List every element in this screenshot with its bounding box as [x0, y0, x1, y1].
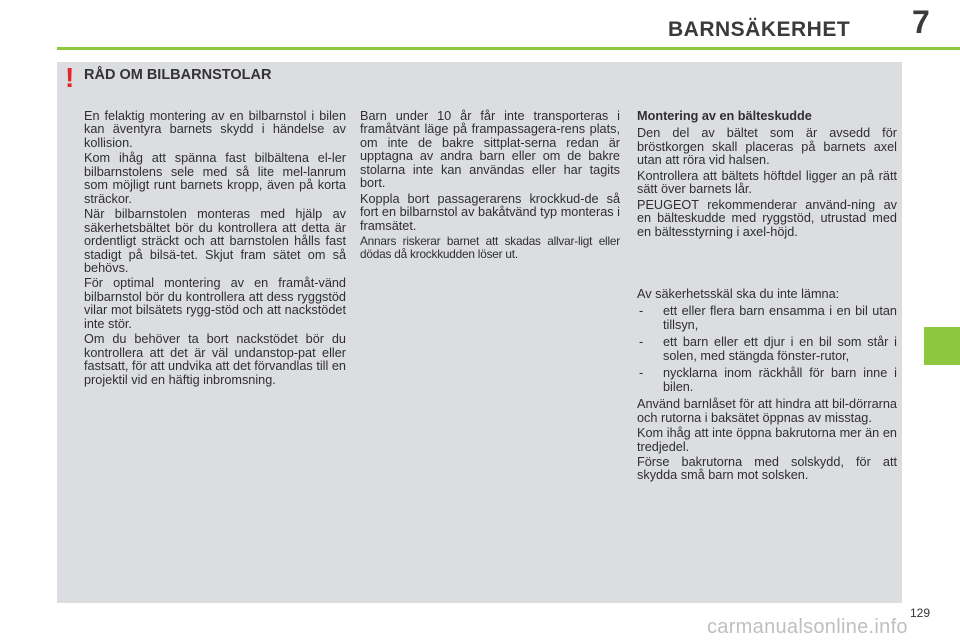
paragraph: Barn under 10 år får inte transporteras i framåtvänt läge på frampassagera-rens plats, om inte de bakre sittplat-serna redan är upptagna av andra barn eller om de bakre stolarna inte kan användas eller har tagits bort. — [360, 109, 620, 191]
header-rule — [57, 47, 960, 50]
paragraph: PEUGEOT rekommenderar använd-ning av en bälteskudde med ryggstöd, utrustad med en bältesstyrning i axel-höjd. — [637, 197, 897, 239]
paragraph: En felaktig montering av en bilbarnstol i bilen kan äventyra barnets skydd i händelse av kollision. — [84, 109, 346, 150]
paragraph: Den del av bältet som är avsedd för bröstkorgen skall placeras på barnets axel utan att röra vid halsen. — [637, 126, 897, 168]
paragraph: När bilbarnstolen monteras med hjälp av säkerhetsbältet bör du kontrollera att detta är ordentligt sträckt och att barnstolen hålls fast stadigt på bilsä-tet. Skjut fram sätet om så behövs. — [84, 207, 346, 275]
chapter-title: BARNSÄKERHET — [668, 18, 851, 41]
chapter-number: 7 — [912, 4, 930, 40]
paragraph: Använd barnlåset för att hindra att bil-dörrarna och rutorna i baksätet öppnas av misstag. — [637, 397, 897, 425]
chapter-side-tab — [924, 327, 960, 365]
booster-cushion-heading: Montering av en bälteskudde — [637, 109, 812, 123]
paragraph: Kontrollera att bältets höftdel ligger an på rätt sätt över barnets lår. — [637, 168, 897, 197]
column-2 — [360, 110, 620, 262]
column-3 — [637, 110, 897, 241]
watermark-text: carmanualsonline.info — [707, 616, 908, 638]
paragraph: Kom ihåg att inte öppna bakrutorna mer än en tredjedel. — [637, 426, 897, 454]
airbag-note: Annars riskerar barnet att skadas allvar-ligt eller dödas då krockkudden löser ut. — [360, 234, 620, 261]
safety-list — [637, 305, 897, 394]
paragraph: För optimal montering av en framåt-vänd bilbarnstol bör du kontrollera att dess ryggstöd vilar mot bilsätets rygg-stöd och att nackstödet inte stör. — [84, 276, 346, 331]
paragraph: Kom ihåg att spänna fast bilbältena el-ler bilbarnstolens sele med så lite mel-lanrum som möjligt runt barnets kropp, även på korta sträckor. — [84, 151, 346, 206]
paragraph: Förse bakrutorna med solskydd, för att skydda små barn mot solsken. — [637, 454, 897, 483]
warning-icon: ! — [65, 62, 75, 93]
list-item: - ett barn eller ett djur i en bil som står i solen, med stängda fönster-rutor, — [639, 335, 897, 363]
paragraph: Koppla bort passagerarens krockkud-de så fort en bilbarnstol av bakåtvänd typ monteras i framsätet. — [360, 191, 620, 233]
paragraph: Om du behöver ta bort nackstödet bör du kontrollera att det är väl undanstop-pat eller fastsatt, för att undvika att det förvandlas till en projektil vid en häftig inbromsning. — [84, 332, 346, 387]
list-intro: Av säkerhetsskäl ska du inte lämna: — [637, 287, 840, 301]
list-item: - nycklarna inom räckhåll för barn inne i bilen. — [639, 366, 897, 394]
list-item: - ett eller flera barn ensamma i en bil utan tillsyn, — [639, 304, 897, 332]
page-number: 129 — [910, 606, 931, 620]
section-title: RÅD OM BILBARNSTOLAR — [84, 67, 272, 83]
column-4 — [637, 288, 897, 485]
column-1 — [84, 110, 346, 389]
